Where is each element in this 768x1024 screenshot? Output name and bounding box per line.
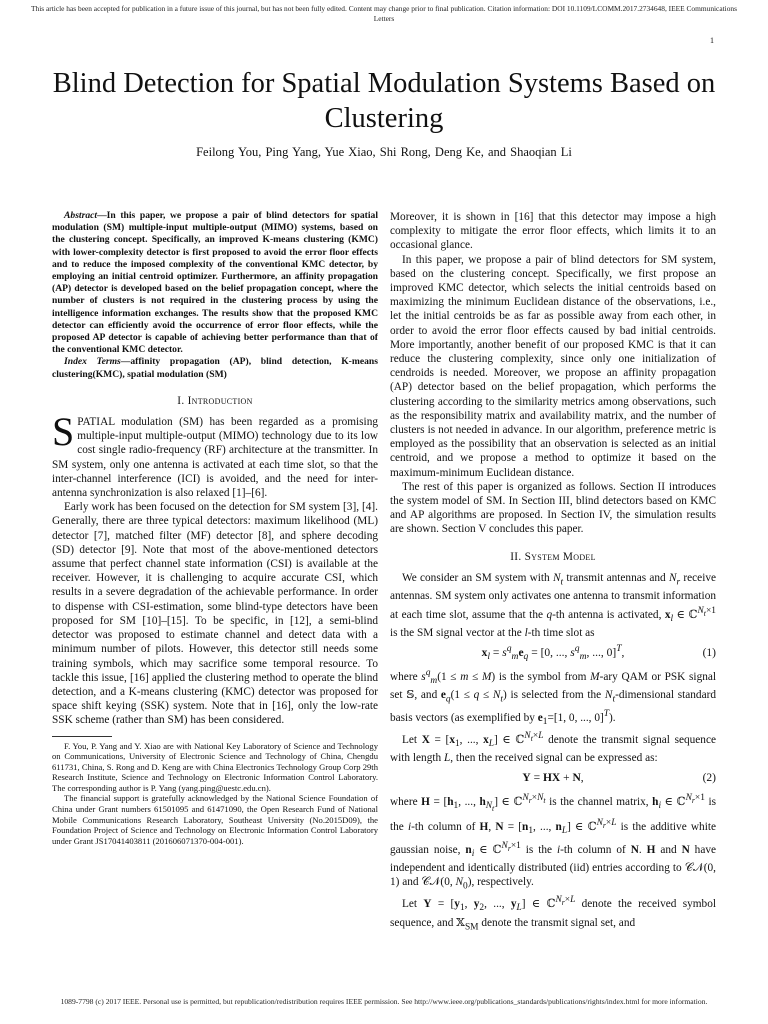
page-number: 1 xyxy=(710,36,714,45)
copyright-footer: 1089-7798 (c) 2017 IEEE. Personal use is permitted, but republication/redistribution requires IEEE permission. See http://www.ieee.org/publications_standards/publications/rights/index.html for more information. xyxy=(60,997,708,1006)
footnote-divider xyxy=(52,736,112,737)
system-model-paragraph-1: We consider an SM system with $N_t$ transmit antennas and $N_r$ receive antennas. SM system only activates one antenna to transmit information at each time slot, assume that the q-th antenna is activated, $x_l$ ∈ ℂ$^{N_t\times 1}$ is the SM signal vector at the l-th time slot as xyxy=(390,571,716,639)
drop-cap: S xyxy=(52,409,75,455)
intro-paragraph-4: In this paper, we propose a pair of blind detectors for SM system, based on the clustering concept. Specifically, we first propose an improved KMC detector, which selects the initial centroids based on maximizing the minimum Euclidean distance of the observations, i.e., let the initial centroids be as far as possible away from each other, in order to avoid the error floor effects caused by bad initial centroids. More importantly, another benefit of our proposed KMC is that it can reduce the clustering complexity, since only one initialization of cendroids is needed. Moreover, we propose an affinity propagation (AP) detector based on the belief propagation, which performs the clustering according to the similarity metrics among observations, such as the responsibility matrix and availability matrix, and the number of clusters is not needed in advance. In our algorithm, preference metric is employed as the possibility that an observation is selected as an initial centroid, and we propose a method to optimize it based on the maximum-minimum Euclidean distance. xyxy=(390,253,716,479)
system-model-paragraph-2: where $s^q_m(1 \le m \le M)$ is the symbol from M-ary QAM or PSK signal set 𝕊, and $e_q(1 \le q \le N_t)$ is selected from the $N_t$-dimensional standard basis vectors (as exemplified by $e_1=[1$, 0, ..., 0]$^T$). xyxy=(390,667,716,727)
equation-1-body: $x_l = s^q_me_q = [0$, ..., $s^q_m$, ..., 0]$^T$, xyxy=(481,642,625,662)
intro-paragraph-2: Early work has been focused on the detection for SM system [3], [4]. Generally, there are three typical detectors: maximum likelihood (ML) detector [7], matched filter (MF) detector [8], and sphere decoding (SD) detector [9]. Note that most of the above-mentioned detectors assume that perfect channel state information (CSI) is available at the receiver. However, it is challenging to acquire accurate CSI, which results in a severe degradation of the achievable performance. In order to dispense with CSI-estimation, some blind-type detectors have been proposed for SM [10]–[15]. To be specific, in [12], a semi-blind detector was proposed to estimate channel and detect data with a minimum number of pilots. However, this detector still needs some training symbols, which may sacrifice some temporal resource. To tackle this issue, [16] applied the clustering method to operate the blind detection, and a K-means clustering (KMC) detector was proposed for space shift keying (SSK) system. Note that in [16], only the low-rate SSK scheme (rather than SM) has been considered. xyxy=(52,501,378,727)
footnote-funding: The financial support is gratefully acknowledged by the National Science Foundation of China under Grant numbers 61501095 and 61471090, the Open Research Fund of National Mobile Communications Research Laboratory, Southeast University (No.2015D09), the Foundation Project of Science and Technology on Electronic Information Control Laboratory under Grant JS17041403811 (201606071370-004-001). xyxy=(52,793,378,846)
equation-2-body: Y = HX + N, xyxy=(522,772,584,785)
index-terms-text: —affinity propagation (AP), blind detection, K-means clustering(KMC), spatial modulation (SM) xyxy=(52,356,378,380)
system-model-paragraph-3: Let $X = [x_1$, ..., $x_L$] ∈ ℂ$^{N_t\times L}$ denote the transmit signal sequence with length L, then the received signal can be expressed as: xyxy=(390,730,716,765)
journal-banner: This article has been accepted for publication in a future issue of this journal, but has not been fully edited. Content may change prior to final publication. Citation information: DOI 10.1109/LCOMM.2017.2734648, IEEE Communications Letters xyxy=(31,4,737,23)
section-heading-introduction: I. Introduction xyxy=(177,394,253,407)
footnote-affiliations: F. You, P. Yang and Y. Xiao are with National Key Laboratory of Science and Technology on Communications, University of Electronic Science and Technology of China, Chengdu 611731, China, S. Rong and D. Keng are with China Electronics Technology Group Corp 29th Research Institute, Science and Technology on Electronic Information Control Laboratory. The corresponding author is P. Yang (yang.ping@uestc.edu.cn). xyxy=(52,740,378,793)
equation-2 xyxy=(390,767,716,789)
intro-paragraph-3: Moreover, it is shown in [16] that this detector may impose a high complexity to mitigate the error floor effects, which limits it to an occasional glance. xyxy=(390,211,716,252)
intro-paragraph-1 xyxy=(52,409,378,500)
section-heading-system-model: II. System Model xyxy=(510,550,596,563)
right-column xyxy=(390,210,716,985)
equation-1-number: (1) xyxy=(702,646,716,659)
index-terms-label: Index Terms xyxy=(64,356,121,368)
system-model-paragraph-4: where $H = [h_1$, ..., $h_{N_t}$] ∈ ℂ$^{N_r\times N_t}$ is the channel matrix, $h_i$ ∈ ℂ$^{N_r\times 1}$ is the i-th column of H, $N = [n_1$, ..., $n_L$] ∈ ℂ$^{N_r\times L}$ is the additive white gaussian noise, $n_i$ ∈ ℂ$^{N_r\times 1}$ is the i-th column of N. H and N have independent and identically distributed (iid) entries according to 𝒞𝒩(0, 1) and 𝒞𝒩(0, $N_0$), respectively. xyxy=(390,793,716,892)
abstract-label: Abstract xyxy=(64,210,98,221)
intro-paragraph-5: The rest of this paper is organized as follows. Section II introduces the system model of SM. In Section III, blind detectors based on KMC and AP algorithms are proposed. In Section IV, the simulation results are shown. Section V concludes this paper. xyxy=(390,480,716,536)
equation-2-number: (2) xyxy=(702,772,716,785)
system-model-paragraph-5: Let $Y = [y_1$, $y_2$, ..., $y_L$] ∈ ℂ$^{N_r\times L}$ denote the received symbol sequence, and 𝕏$_{SM}$ denote the transmit signal set, and xyxy=(390,895,716,932)
abstract-text: —In this paper, we propose a pair of blind detectors for spatial modulation (SM) multiple-input multiple-output (MIMO) systems, based on the clustering concept. Specifically, an improved K-means clustering (KMC) with lower-complexity detector is first proposed to avoid the error floor effects and to reduce the imposed complexity of the conventional KMC detector, by employing an initial centroid optimizer. Furthermore, an affinity propagation (AP) detector is developed based on the belief propagation concept, where the number of clusters is not required in the clustering process by using the intelligence information exchanges. The results show that the proposed KMC detector can efficiently avoid the occurrence of error floor effects, while the proposed AP detector is capable of achieving better performance than that of the conventional KMC detector. xyxy=(52,210,378,356)
author-list: Feilong You, Ping Yang, Yue Xiao, Shi Rong, Deng Ke, and Shaoqian Li xyxy=(196,145,572,159)
equation-1 xyxy=(390,642,716,664)
intro-paragraph-1-text: PATIAL modulation (SM) has been regarded as a promising multiple-input multiple-output (MIMO) technology due to its low cost single radio-frequency (RF) architecture at the transmitter. In SM system, only one antenna is activated at each time slot, so that the inter-channel interference (ICI) is avoided, and the need for inter-antenna synchronization is also relaxed [1]–[6]. xyxy=(52,416,378,500)
abstract xyxy=(52,210,378,356)
paper-title: Blind Detection for Spatial Modulation Systems Based on Clustering xyxy=(52,68,716,134)
left-column xyxy=(52,210,378,985)
index-terms xyxy=(52,356,378,380)
